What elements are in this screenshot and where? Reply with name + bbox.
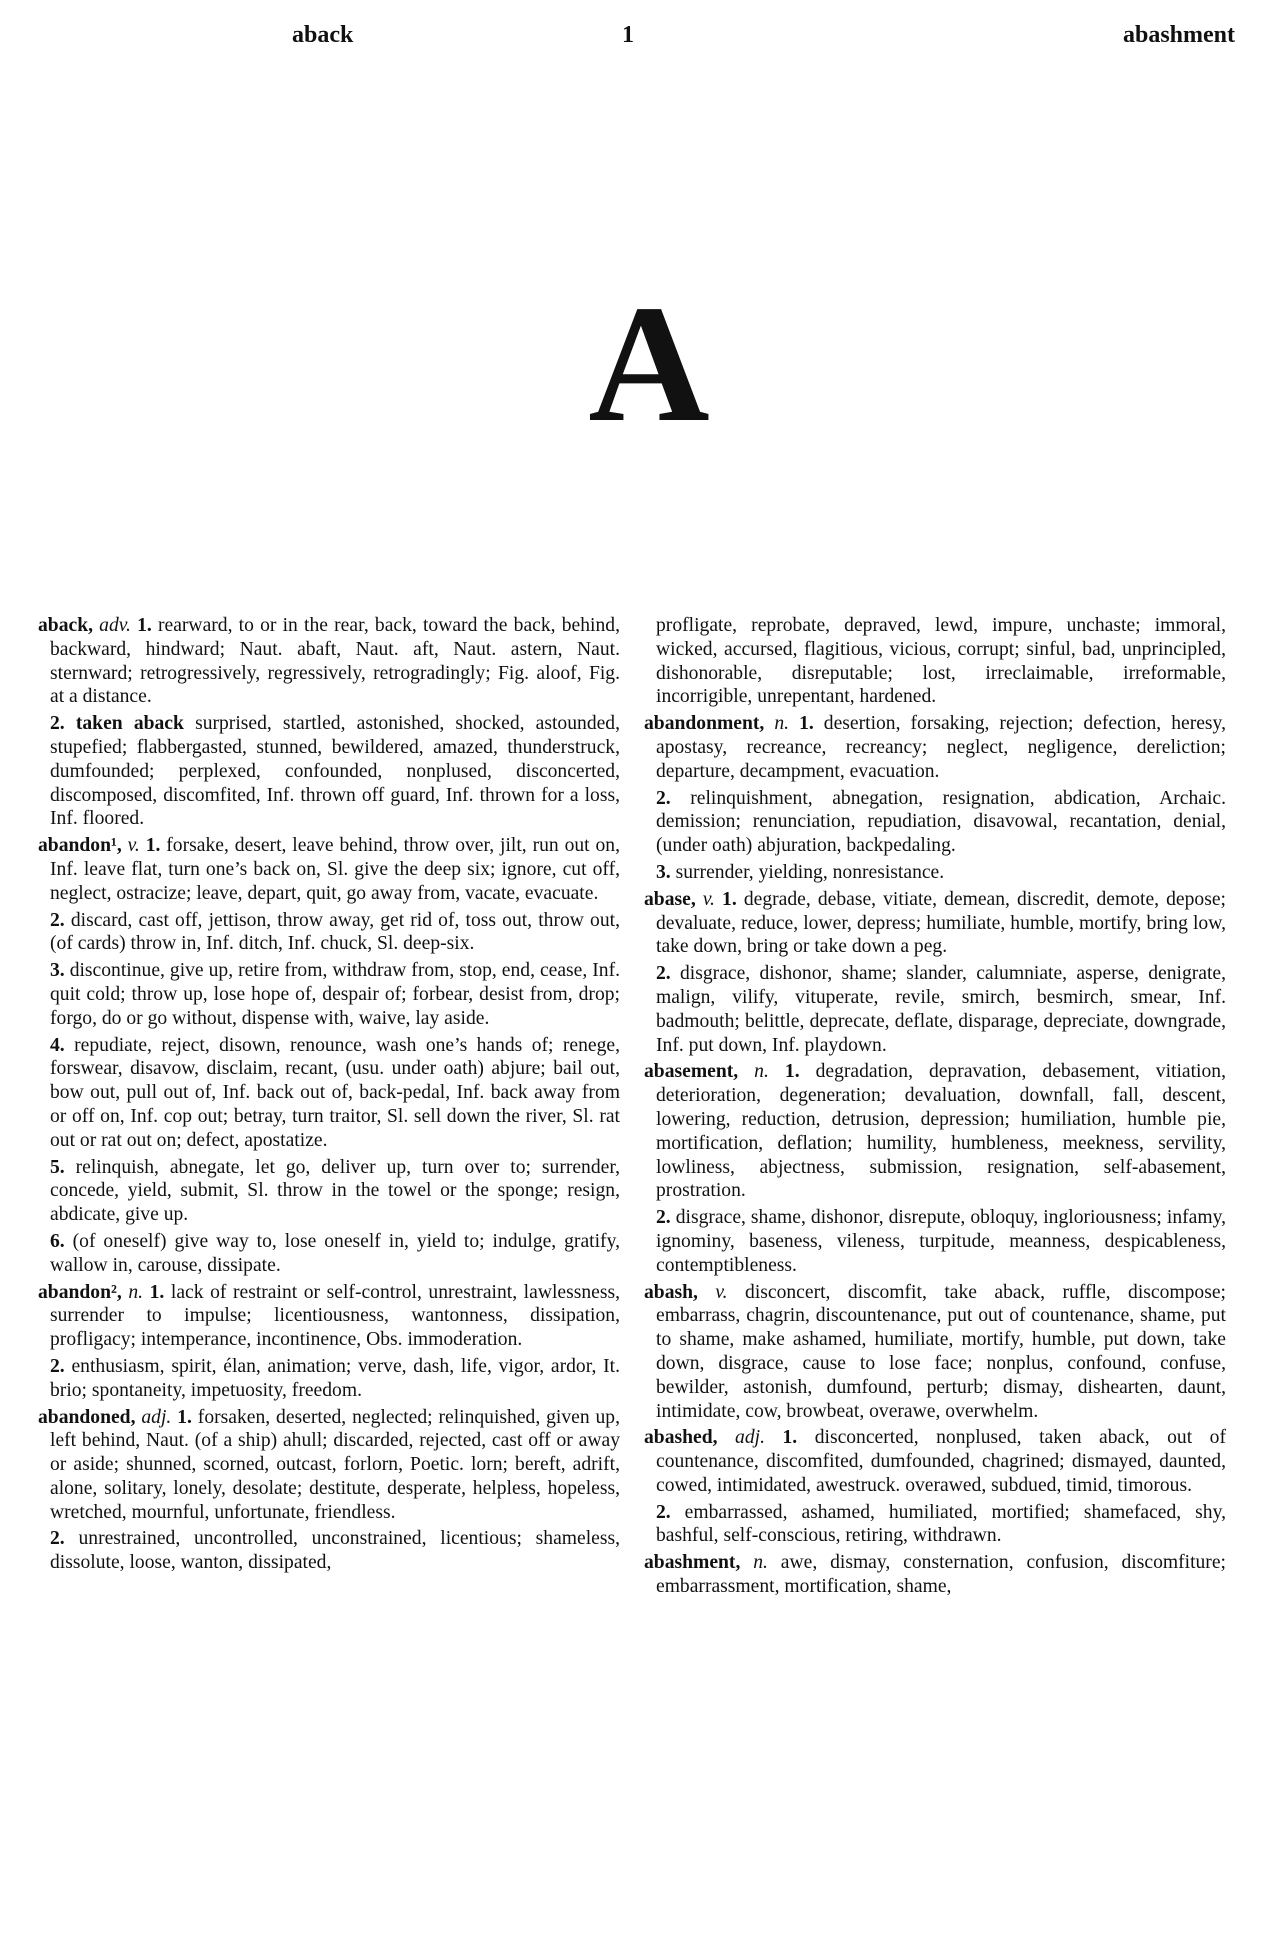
part-of-speech: adv.	[99, 615, 131, 636]
sense-number: 3.	[656, 861, 671, 883]
sense-text: discontinue, give up, retire from, withdraw from, stop, end, cease, Inf. quit cold; throw up, lose hope of, despair of; forbear, desist from, drop; forgo, do or go without, dispense with, waive, lay aside.	[50, 960, 620, 1029]
sense-text: desertion, forsaking, rejection; defection, heresy, apostasy, recreance, recreancy; neglect, negligence, dereliction; departure, decampment, evacuation.	[656, 713, 1226, 782]
sense-number: 2.	[656, 1207, 671, 1229]
page-number: 1	[622, 22, 634, 48]
headword: abase,	[644, 888, 696, 910]
sense-text: awe, dismay, consternation, confusion, discomfiture; embarrassment, mortification, shame,	[656, 1552, 1226, 1598]
sense-text: disgrace, shame, dishonor, disrepute, obloquy, ingloriousness; infamy, ignominy, baseness, vileness, turpitude, meanness, despicableness, contemptibleness.	[656, 1207, 1227, 1276]
sense-number: 2.	[656, 1501, 671, 1523]
entry-aback	[38, 614, 620, 709]
entry-abandoned	[38, 1406, 620, 1525]
sense-number: 2.	[656, 787, 671, 809]
sense-number: 4.	[50, 1034, 65, 1056]
entry-abase	[644, 888, 1226, 959]
headword: abandon²,	[38, 1281, 122, 1303]
sense-number: 6.	[50, 1230, 65, 1252]
part-of-speech: adj.	[141, 1406, 172, 1428]
sense	[38, 1156, 620, 1227]
part-of-speech: v.	[702, 888, 715, 910]
entry-abandon-1	[38, 834, 620, 905]
part-of-speech: v.	[715, 1281, 728, 1303]
guide-word-left: aback	[292, 22, 354, 48]
sense	[38, 1230, 620, 1278]
sense-text: lack of restraint or self-control, unrestraint, lawlessness, surrender to impulse; licentiousness, wantonness, dissipation, profligacy; intemperance, incontinence, Obs. immoderation.	[50, 1281, 621, 1351]
sense	[38, 1034, 620, 1153]
section-letter: A	[588, 271, 710, 457]
sense	[38, 1527, 620, 1575]
left-column	[38, 614, 620, 1578]
sense-text: enthusiasm, spirit, élan, animation; verve, dash, life, vigor, ardor, It. brio; spontaneity, impetuosity, freedom.	[50, 1355, 620, 1401]
headword: aback,	[38, 615, 93, 636]
sense-number: 2.	[50, 1355, 65, 1377]
sense	[38, 712, 620, 831]
sense-text: (of oneself) give way to, lose oneself in, yield to; indulge, gratify, wallow in, carouse, dissipate.	[50, 1230, 620, 1276]
sense-number: 2.	[50, 909, 65, 931]
sense	[644, 962, 1226, 1057]
guide-word-right: abashment	[1122, 22, 1235, 48]
dictionary-columns	[38, 614, 1250, 1934]
sense	[644, 1206, 1226, 1277]
sense-number: 1.	[722, 888, 737, 910]
sense-number: 1.	[784, 1061, 800, 1083]
entry-abasement	[644, 1060, 1226, 1203]
sense	[644, 861, 1226, 885]
sense-text: disconcerted, nonplused, taken aback, out of countenance, discomfited, dumfounded, chagrined; dismayed, daunted, cowed, intimidated, awestruck. overawed, subdued, timid, timorous.	[656, 1427, 1226, 1496]
sense	[38, 909, 620, 957]
headword: abandonment,	[644, 713, 765, 735]
sense	[38, 959, 620, 1030]
sense-text: forsaken, deserted, neglected; relinquished, given up, left behind, Naut. (of a ship) ahull; discarded, rejected, cast off or away or aside; shunned, scorned, outcast, forlorn, Poetic. lorn; bereft, adrift, alone, solitary, lonely, desolate; destitute, desperate, helpless, hopeless, wretched, mournful, unfortunate, friendless.	[50, 1406, 621, 1523]
sense-number: 5.	[50, 1156, 65, 1178]
sense-text: disconcert, discomfit, take aback, ruffle, discompose; embarrass, chagrin, discountenance, put out of countenance, shame, put to shame, make ashamed, humiliate, mortify, humble, put down, take down, disgrace, cause to lose face; nonplus, confound, confuse, bewilder, astonish, dumfound, perturb; dismay, dishearten, daunt, intimidate, cow, browbeat, overawe, overwhelm.	[656, 1281, 1226, 1422]
right-column	[644, 614, 1226, 1602]
sense-text: repudiate, reject, disown, renounce, wash one’s hands of; renege, forswear, disavow, disclaim, recant, (usu. under oath) abjure; bail out, bow out, pull out of, Inf. back out of, back-pedal, Inf. back away from or off on, Inf. cop out; betray, turn traitor, Sl. sell down the river, Sl. rat out or rat out on; defect, apostatize.	[50, 1034, 620, 1151]
sense-number: 1.	[782, 1427, 798, 1449]
entry-abash	[644, 1281, 1226, 1424]
sense	[644, 1501, 1226, 1549]
entry-abandonment	[644, 712, 1226, 783]
sense-text: disgrace, dishonor, shame; slander, calumniate, asperse, denigrate, malign, vilify, vituperate, revile, smirch, besmirch, smear, Inf. badmouth; belittle, deprecate, deflate, disparage, depreciate, downgrade, Inf. put down, Inf. playdown.	[656, 963, 1226, 1056]
sense-text: surprised, startled, astonished, shocked, astounded, stupefied; flabbergasted, stunned, bewildered, amazed, thunderstruck, dumfounded; perplexed, confounded, nonplused, disconcerted, discomposed, discomfited, Inf. thrown off guard, Inf. thrown for a loss, Inf. floored.	[50, 713, 621, 830]
entry-abandon-2	[38, 1281, 620, 1352]
part-of-speech: adj.	[735, 1427, 765, 1449]
sense-number: 3.	[50, 960, 65, 982]
part-of-speech: n.	[128, 1281, 144, 1303]
part-of-speech: n.	[754, 1061, 769, 1083]
phrase: taken aback	[75, 713, 184, 735]
sense	[38, 1355, 620, 1403]
sense-text: rearward, to or in the rear, back, toward the back, behind, backward, hindward; Naut. abaft, Naut. aft, Naut. astern, Naut. sternward; retrogressively, regressively, retrogradingly; Fig. aloof, Fig. at a distance.	[50, 615, 620, 708]
part-of-speech: v.	[127, 835, 140, 857]
sense-number: 1.	[149, 1281, 165, 1303]
sense-number: 2.	[50, 713, 65, 735]
entry-abashed	[644, 1426, 1226, 1497]
sense-number: 1.	[145, 835, 161, 857]
sense-number: 2.	[656, 963, 671, 985]
sense	[644, 787, 1226, 858]
sense-number: 1.	[177, 1406, 192, 1428]
sense-number: 1.	[799, 713, 814, 735]
part-of-speech: n.	[774, 713, 790, 735]
sense-text: degrade, debase, vitiate, demean, discredit, demote, depose; devaluate, reduce, lower, depress; humiliate, humble, mortify, bring low, take down, bring or take down a peg.	[656, 888, 1226, 958]
headword: abandon¹,	[38, 835, 122, 857]
entry-continuation: profligate, reprobate, depraved, lewd, impure, unchaste; immoral, wicked, accursed, flagitious, vicious, corrupt; sinful, bad, unprincipled, dishonorable, disreputable; lost, irreclaimable, irreformable, incorrigible, unrepentant, hardened.	[656, 615, 1226, 708]
headword: abandoned,	[38, 1406, 136, 1428]
sense-text: relinquishment, abnegation, resignation, abdication, Archaic. demission; renunciation, repudiation, disavowal, recantation, denial, (under oath) abjuration, backpedaling.	[656, 787, 1226, 857]
sense-text: degradation, depravation, debasement, vitiation, deterioration, degeneration; devaluation, downfall, fall, descent, lowering, reduction, detrusion, depression; humiliation, humble pie, mortification, deflation; humility, humbleness, meekness, servility, lowliness, abjectness, submission, resignation, self-abasement, prostration.	[656, 1061, 1226, 1202]
sense-text: surrender, yielding, nonresistance.	[675, 861, 945, 883]
headword: abashment,	[644, 1552, 741, 1574]
headword: abashed,	[644, 1427, 718, 1449]
sense-number: 1.	[137, 615, 152, 636]
entry-abashment	[644, 1551, 1226, 1599]
page-header	[0, 22, 1288, 62]
part-of-speech: n.	[753, 1552, 768, 1574]
sense-text: forsake, desert, leave behind, throw over, jilt, run out on, Inf. leave flat, turn one’s back on, Sl. give the deep six; ignore, cut off, neglect, ostracize; leave, depart, quit, go away from, vacate, evacuate.	[50, 835, 620, 904]
sense-text: embarrassed, ashamed, humiliated, mortified; shamefaced, shy, bashful, self-conscious, retiring, withdrawn.	[656, 1501, 1226, 1547]
sense-text: relinquish, abnegate, let go, deliver up, turn over to; surrender, concede, yield, submit, Sl. throw in the towel or the sponge; resign, abdicate, give up.	[50, 1156, 620, 1226]
sense-number: 2.	[50, 1528, 65, 1550]
headword: abash,	[644, 1281, 698, 1303]
headword: abasement,	[644, 1061, 739, 1083]
sense-text: discard, cast off, jettison, throw away, get rid of, toss out, throw out, (of cards) throw in, Inf. ditch, Inf. chuck, Sl. deep-six.	[50, 909, 620, 955]
sense-text: unrestrained, uncontrolled, unconstrained, licentious; shameless, dissolute, loose, wanton, dissipated,	[50, 1528, 621, 1574]
